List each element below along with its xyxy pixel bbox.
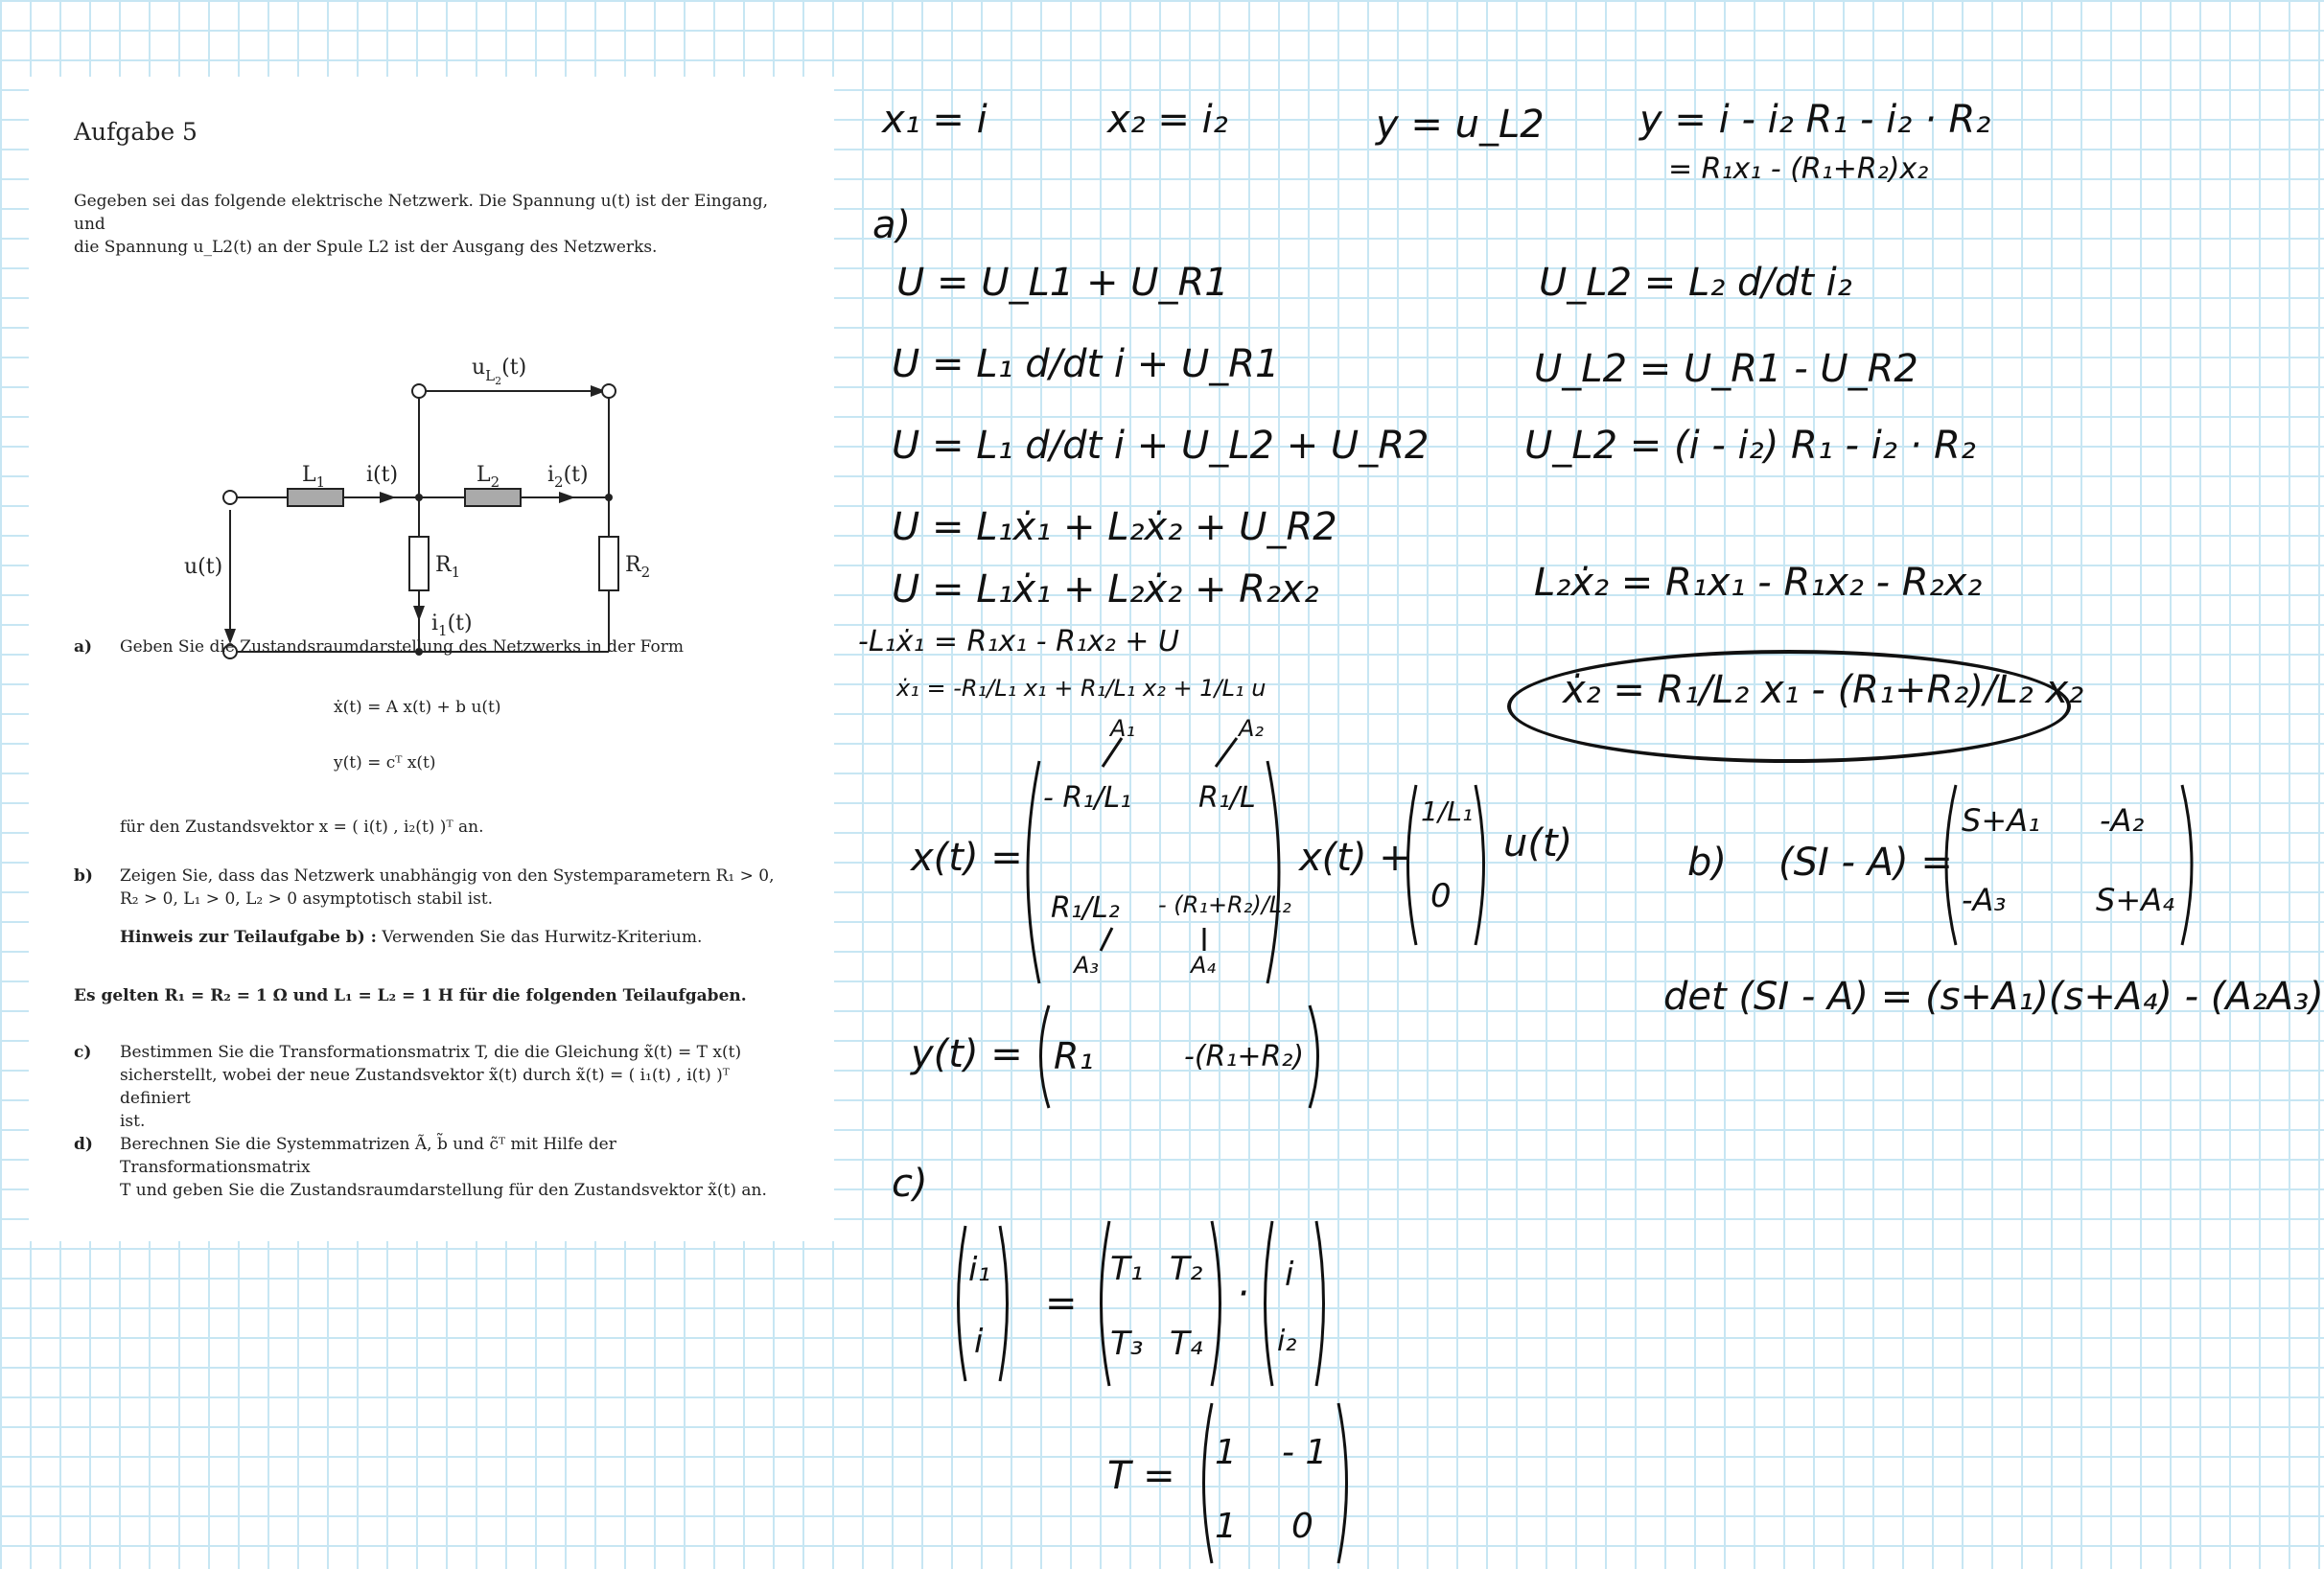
note-part-b: b) — [1687, 841, 1727, 885]
note-x-mid: x(t) + — [1299, 836, 1411, 880]
label-l1: $L_1$ — [302, 463, 326, 491]
note-a-line-6: -L₁ẋ₁ = R₁x₁ - R₁x₂ + U — [858, 625, 1179, 658]
sheet-title: Aufgabe 5 — [74, 118, 198, 146]
matrix-t-numeric — [1194, 1399, 1357, 1567]
terminal-top-left — [412, 384, 426, 398]
matrix-a-21: R₁/L₂ — [1051, 891, 1120, 925]
sheet-intro — [74, 190, 802, 259]
note-x-lhs: x(t) = — [911, 836, 1023, 880]
task-a-label: a) — [74, 637, 93, 657]
vector-x-tilde-left-paren — [949, 1222, 968, 1385]
i-arrowhead — [380, 492, 396, 503]
task-c-line-2: sicherstellt, wobei der neue Zustandsvektor x̃(t) durch x̃(t) = ( i₁(t) , i(t) )ᵀ definiert — [120, 1066, 730, 1108]
matrix-t-symbolic — [1091, 1217, 1230, 1390]
inductor-l1-shape — [288, 489, 343, 506]
matrix-t-num-22: 0 — [1291, 1507, 1313, 1546]
task-c-line-3: ist. — [120, 1112, 146, 1131]
inductor-l2-shape — [465, 489, 521, 506]
matrix-a-22: - (R₁+R₂)/L₂ — [1158, 891, 1291, 918]
vector-b-1: 1/L₁ — [1421, 796, 1474, 827]
label-r2: $R_2$ — [625, 553, 651, 581]
note-y-full: y = i - i₂ R₁ - i₂ · R₂ — [1639, 98, 1991, 142]
vector-x-left-paren — [1256, 1217, 1275, 1390]
matrix-t-21: T₃ — [1110, 1325, 1144, 1363]
matrix-a — [1014, 757, 1292, 987]
matrix-a-right-paren — [1264, 757, 1292, 987]
note-a-line-2: U = L₁ d/dt i + U_R1 — [892, 342, 1280, 386]
task-d-line-2: T und geben Sie die Zustandsraumdarstellung für den Zustandsvektor x̃(t) an. — [120, 1181, 767, 1200]
vector-c — [1031, 1002, 1328, 1112]
state-vector-text: für den Zustandsvektor x = ( i(t) , i₂(t) )ᵀ an. — [120, 818, 484, 837]
matrix-t-12: T₂ — [1170, 1250, 1203, 1288]
matrix-t-symbolic-right-paren — [1209, 1217, 1230, 1390]
note-y-full-2: = R₁x₁ - (R₁+R₂)x₂ — [1668, 152, 1929, 186]
note-label-a1: A₁ — [1110, 715, 1136, 742]
note-r-line-3: U_L2 = (i - i₂) R₁ - i₂ · R₂ — [1524, 424, 1976, 468]
label-r1: $R_1$ — [435, 553, 461, 581]
note-u-t: u(t) — [1503, 821, 1573, 865]
note-label-a2: A₂ — [1239, 715, 1265, 742]
hint-text: Verwenden Sie das Hurwitz-Kriterium. — [376, 928, 703, 947]
intro-line-2: die Spannung u_L2(t) an der Spule L2 ist der Ausgang des Netzwerks. — [74, 238, 658, 257]
task-d-line-1: Berechnen Sie die Systemmatrizen Ã, b̃ und c̃ᵀ mit Hilfe der Transformationsmatrix — [120, 1135, 616, 1177]
matrix-si-a-12: -A₂ — [2100, 802, 2145, 839]
task-b-label: b) — [74, 866, 93, 886]
note-a-line-1: U = U_L1 + U_R1 — [896, 261, 1229, 305]
task-b-line-1: Zeigen Sie, dass das Netzwerk unabhängig von den Systemparametern R₁ > 0, — [120, 866, 775, 886]
vector-x-tilde — [949, 1222, 1016, 1385]
matrix-t-11: T₁ — [1110, 1250, 1144, 1288]
note-part-a: a) — [872, 203, 912, 247]
matrix-si-a-11: S+A₁ — [1962, 802, 2040, 839]
vector-c-2: -(R₁+R₂) — [1184, 1040, 1305, 1073]
note-x2: x₂ = i₂ — [1107, 98, 1228, 142]
terminal-top-right — [602, 384, 616, 398]
vector-x-right-paren — [1313, 1217, 1333, 1390]
note-part-c: c) — [892, 1162, 928, 1206]
vector-c-1: R₁ — [1054, 1035, 1094, 1077]
output-equation: y(t) = cᵀ x(t) — [334, 753, 436, 773]
vector-c-left-paren — [1031, 1002, 1052, 1112]
task-b-line-2: R₂ > 0, L₁ > 0, L₂ > 0 asymptotisch stabil ist. — [120, 889, 494, 909]
vector-x-tilde-right-paren — [997, 1222, 1016, 1385]
note-c-equals: = — [1045, 1281, 1078, 1326]
note-r-line-4: L₂ẋ₂ = R₁x₁ - R₁x₂ - R₂x₂ — [1534, 561, 1983, 605]
resistor-r2-shape — [599, 537, 618, 590]
task-b-text — [120, 865, 801, 911]
task-a-text: Geben Sie die Zustandsraumdarstellung des Netzwerks in der Form — [120, 637, 684, 657]
note-x1: x₁ = i — [882, 98, 988, 142]
exercise-sheet — [29, 77, 834, 1241]
label-u: u(t) — [184, 555, 223, 579]
note-b-lhs: (SI - A) = — [1778, 841, 1953, 885]
note-r-line-2: U_L2 = U_R1 - U_R2 — [1534, 347, 1918, 391]
matrix-si-a-right-paren — [2178, 781, 2203, 949]
terminal-left-top — [223, 491, 237, 504]
matrix-a-12: R₁/L — [1198, 781, 1256, 815]
matrix-a-left-paren — [1014, 757, 1043, 987]
matrix-t-num-12: - 1 — [1282, 1433, 1328, 1472]
matrix-si-a-left-paren — [1935, 781, 1960, 949]
matrix-t-symbolic-left-paren — [1091, 1217, 1112, 1390]
label-ul2: $u_L2(t)$ — [472, 356, 527, 387]
assumption-text: Es gelten R₁ = R₂ = 1 Ω und L₁ = L₂ = 1 H für die folgenden Teilaufgaben. — [74, 986, 747, 1005]
note-r-line-5: ẋ₂ = R₁/L₂ x₁ - (R₁+R₂)/L₂ x₂ — [1563, 668, 2084, 712]
note-t-lhs: T = — [1107, 1454, 1175, 1498]
resistor-r1-shape — [409, 537, 429, 590]
matrix-t-22: T₄ — [1170, 1325, 1203, 1363]
matrix-t-num-21: 1 — [1215, 1507, 1237, 1546]
i2-arrowhead — [559, 492, 575, 503]
matrix-a-11: - R₁/L₁ — [1043, 781, 1132, 815]
note-a-line-3: U = L₁ d/dt i + U_L2 + U_R2 — [892, 424, 1429, 468]
vector-b-right-paren — [1473, 781, 1494, 949]
vector-x-tilde-1: i₁ — [968, 1251, 991, 1289]
label-l2: $L_2$ — [476, 463, 500, 491]
matrix-t-numeric-left-paren — [1194, 1399, 1215, 1567]
note-y-lhs: y(t) = — [911, 1032, 1023, 1076]
note-a-line-5: U = L₁ẋ₁ + L₂ẋ₂ + R₂x₂ — [892, 567, 1319, 611]
vector-x-2: i₂ — [1277, 1325, 1297, 1358]
vector-c-right-paren — [1307, 1002, 1328, 1112]
vector-x-tilde-2: i — [974, 1323, 984, 1361]
label-i2: $i_2(t)$ — [547, 463, 589, 491]
note-label-a4: A₄ — [1191, 952, 1217, 979]
note-a-line-7: ẋ₁ = -R₁/L₁ x₁ + R₁/L₁ x₂ + 1/L₁ u — [896, 675, 1267, 702]
label-i: i(t) — [366, 463, 399, 487]
vector-b — [1398, 781, 1494, 949]
task-c-line-1: Bestimmen Sie die Transformationsmatrix T, die die Gleichung x̃(t) = T x(t) — [120, 1043, 742, 1062]
circuit-diagram — [29, 259, 834, 671]
matrix-si-a — [1935, 781, 2203, 949]
note-y: y = u_L2 — [1376, 103, 1545, 147]
label-i1: $i_1(t)$ — [431, 611, 473, 639]
vector-b-left-paren — [1398, 781, 1419, 949]
task-d-text — [120, 1133, 801, 1202]
vector-x — [1256, 1217, 1333, 1390]
task-c-label: c) — [74, 1043, 92, 1062]
matrix-si-a-22: S+A₄ — [2096, 882, 2174, 918]
note-r-line-1: U_L2 = L₂ d/dt i₂ — [1539, 261, 1852, 305]
state-equation: ẋ(t) = A x(t) + b u(t) — [334, 698, 501, 717]
task-c-text — [120, 1041, 801, 1133]
hint — [120, 928, 702, 947]
note-a-line-4: U = L₁ẋ₁ + L₂ẋ₂ + U_R2 — [892, 505, 1337, 549]
hint-label: Hinweis zur Teilaufgabe b) : — [120, 928, 377, 947]
matrix-t-num-11: 1 — [1215, 1433, 1237, 1472]
vector-x-1: i — [1285, 1256, 1294, 1294]
i1-arrowhead — [413, 606, 425, 621]
matrix-si-a-21: -A₃ — [1962, 882, 2007, 918]
note-label-a3: A₃ — [1074, 952, 1100, 979]
matrix-t-numeric-right-paren — [1336, 1399, 1357, 1567]
node-dot-top — [415, 494, 423, 501]
intro-line-1: Gegeben sei das folgende elektrische Netzwerk. Die Spannung u(t) ist der Eingang, und — [74, 192, 768, 234]
note-det: det (SI - A) = (s+A₁)(s+A₄) - (A₂A₃) — [1663, 975, 2324, 1019]
note-c-dot: · — [1237, 1272, 1249, 1316]
node-dot-right — [605, 494, 613, 501]
vector-b-2: 0 — [1430, 877, 1452, 915]
task-d-label: d) — [74, 1135, 93, 1154]
